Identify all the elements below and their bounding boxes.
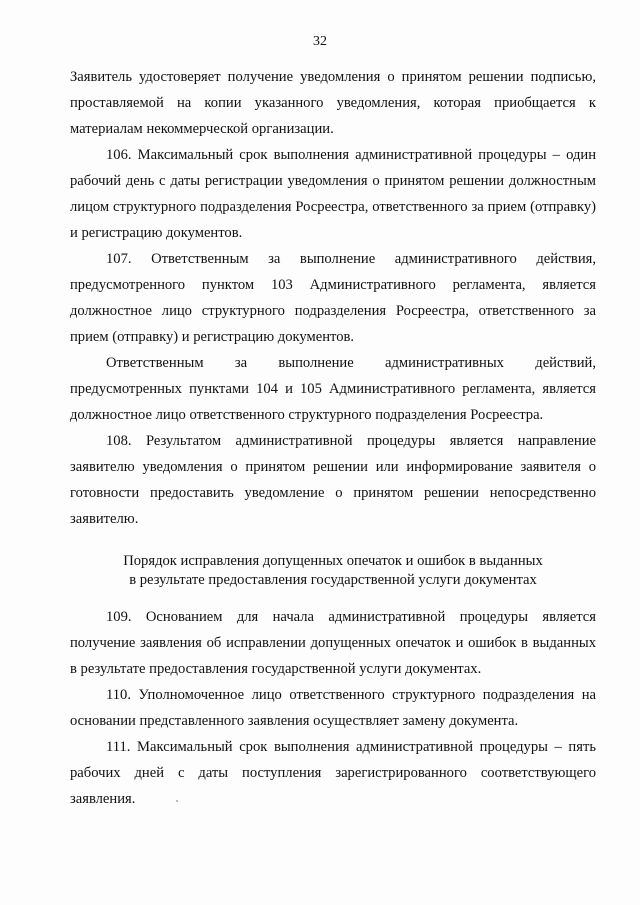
scan-speck xyxy=(176,800,178,802)
paragraph-108: 108. Результатом административной процедуры является направление заявителю уведомления о принятом решении или информирование заявителя о готовности предоставить уведомление о принятом решении непосредственно заявителю. xyxy=(70,433,596,527)
paragraph-111: 111. Максимальный срок выполнения административной процедуры – пять рабочих дней с даты поступления зарегистрированного соответствующего заявления. xyxy=(70,739,596,807)
paragraph-110: 110. Уполномоченное лицо ответственного структурного подразделения на основании представленного заявления осуществляет замену документа. xyxy=(70,687,596,729)
paragraph-106: 106. Максимальный срок выполнения административной процедуры – один рабочий день с даты регистрации уведомления о принятом решении должностным лицом структурного подразделения Росреестра, ответственного за прием (отправку) и регистрацию документов. xyxy=(70,147,596,241)
page-number: 32 xyxy=(313,34,327,49)
section-heading xyxy=(70,552,596,590)
paragraph-responsible-104-105: Ответственным за выполнение административных действий, предусмотренных пунктами 104 и 105 Административного регламента, является должностное лицо ответственного структурного подразделения Росреестра. xyxy=(70,355,596,423)
document-body xyxy=(70,64,596,812)
paragraph-107: 107. Ответственным за выполнение административного действия, предусмотренного пунктом 103 Административного регламента, является должностное лицо структурного подразделения Росреестра, ответственного за прием (отправку) и регистрацию документов. xyxy=(70,251,596,345)
section-heading-line-2: в результате предоставления государственной услуги документах xyxy=(129,572,537,588)
section-heading-line-1: Порядок исправления допущенных опечаток и ошибок в выданных xyxy=(123,553,543,569)
paragraph-109: 109. Основанием для начала административной процедуры является получение заявления об исправлении допущенных опечаток и ошибок в выданных в результате предоставления государственной услуги документах. xyxy=(70,609,596,677)
paragraph-notice-receipt: Заявитель удостоверяет получение уведомления о принятом решении подписью, проставляемой на копии указанного уведомления, которая приобщается к материалам некоммерческой организации. xyxy=(70,69,596,137)
